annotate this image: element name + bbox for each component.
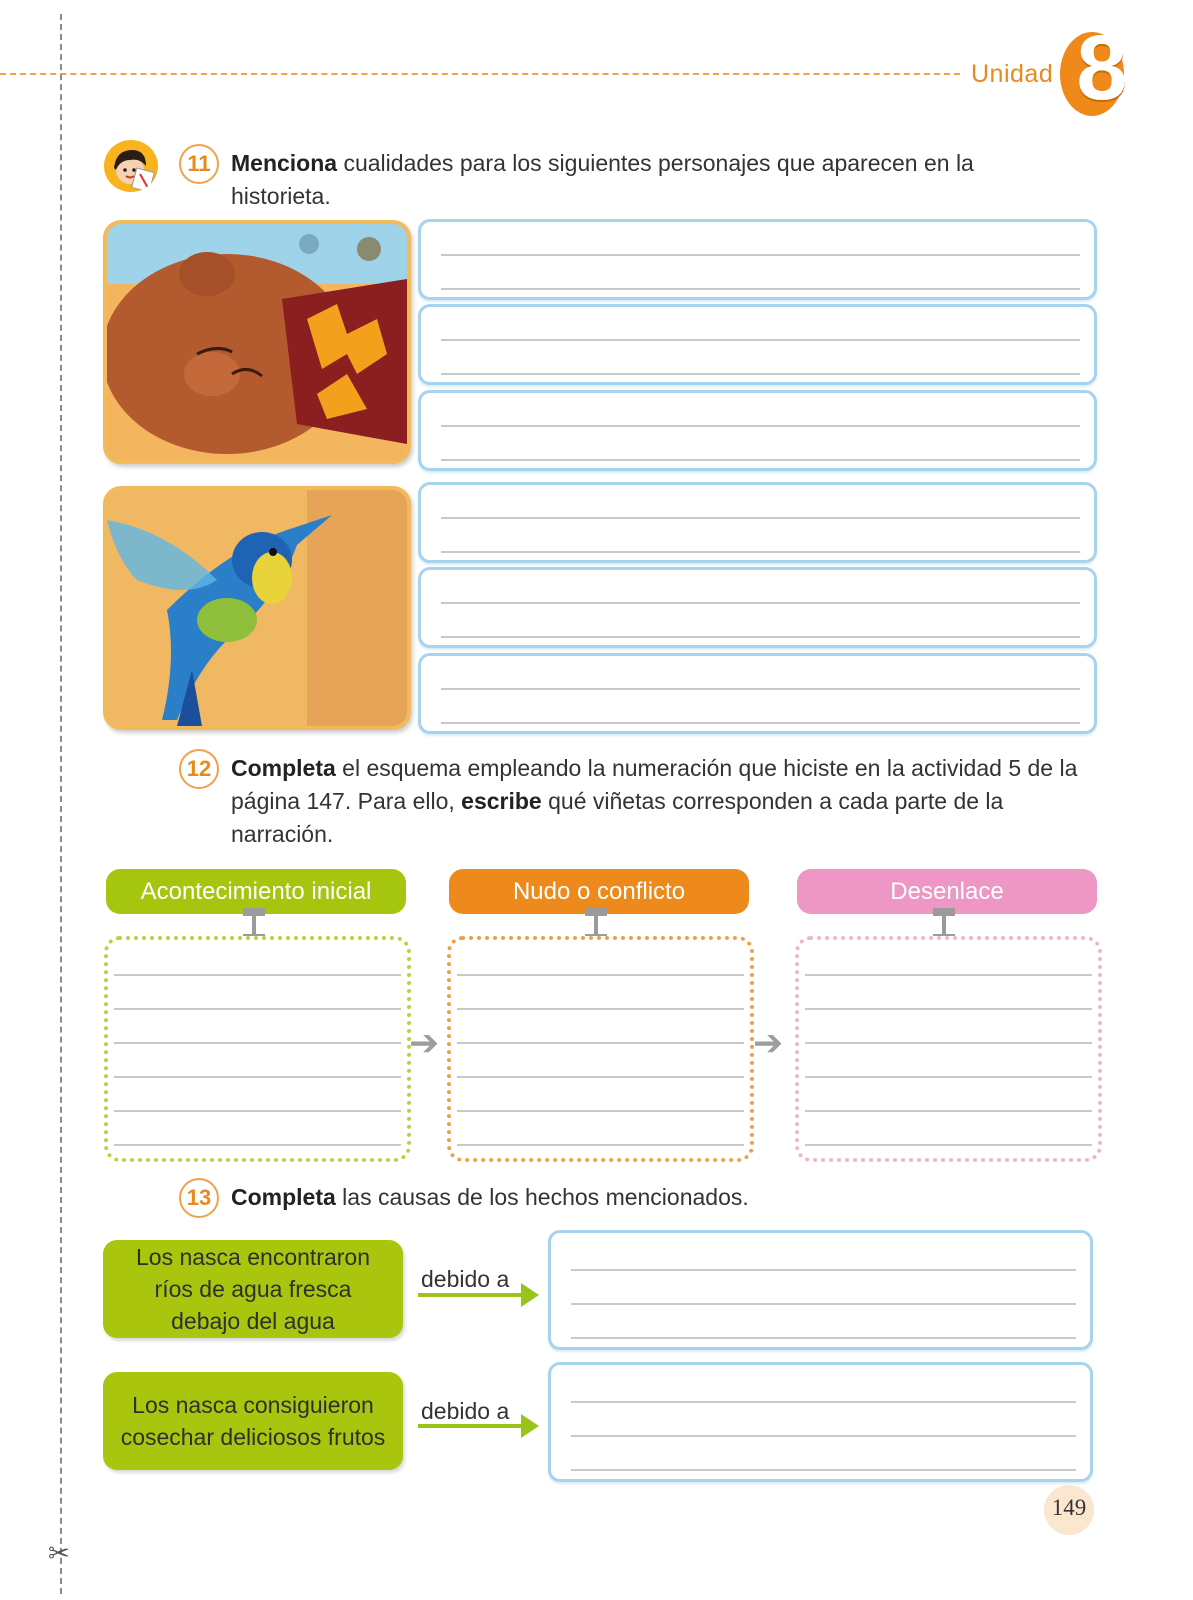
write-line [805, 974, 1092, 976]
student-writing-icon [104, 140, 158, 192]
write-line [441, 425, 1080, 427]
unit-number: 8 [1076, 17, 1128, 119]
cause-fact-2-text: Los nasca consiguieron cosechar deliciosos frutos [120, 1392, 386, 1450]
write-line [441, 551, 1080, 553]
write-box[interactable] [548, 1230, 1093, 1350]
write-line [805, 1110, 1092, 1112]
activity-11-instruction [231, 147, 1051, 213]
cause-fact-1-text: Los nasca encontraron ríos de agua fresca debajo del agua [136, 1244, 370, 1334]
write-line [441, 339, 1080, 341]
write-box[interactable] [418, 482, 1097, 563]
activity-11-number: 11 [179, 144, 219, 184]
write-line [571, 1435, 1076, 1437]
write-line [441, 459, 1080, 461]
write-line [441, 373, 1080, 375]
write-line [457, 974, 744, 976]
activity-11-verb: Menciona [231, 150, 338, 176]
activity-11-text: cualidades para los siguientes personajes que aparecen en la historieta. [231, 150, 974, 209]
cut-line [60, 14, 62, 1594]
scissors-icon: ✂ [48, 1538, 70, 1568]
write-line [114, 1110, 401, 1112]
green-arrow-icon [521, 1283, 539, 1307]
write-line [457, 1144, 744, 1146]
write-line [441, 517, 1080, 519]
page-number: 149 [1051, 1495, 1087, 1520]
write-line [441, 288, 1080, 290]
write-line [457, 1008, 744, 1010]
write-line [441, 602, 1080, 604]
scheme-box-initial-event[interactable] [104, 936, 411, 1162]
green-arrow-icon [521, 1414, 539, 1438]
cause-fact-2 [103, 1372, 403, 1470]
write-line [114, 974, 401, 976]
write-box[interactable] [418, 390, 1097, 471]
write-line [805, 1144, 1092, 1146]
write-line [441, 722, 1080, 724]
scheme-label-ending: Desenlace [797, 869, 1097, 914]
activity-13-number: 13 [179, 1178, 219, 1218]
write-box[interactable] [418, 567, 1097, 648]
activity-13-text: las causas de los hechos mencionados. [335, 1184, 749, 1210]
write-line [805, 1042, 1092, 1044]
scheme-box-conflict[interactable] [447, 936, 754, 1162]
activity-12-text-2: qué viñetas corresponden a cada parte de la narración. [231, 788, 1004, 847]
activity-13-verb: Completa [231, 1184, 336, 1210]
write-line [805, 1008, 1092, 1010]
activity-12-verb: Completa [231, 755, 336, 781]
write-box[interactable] [418, 653, 1097, 734]
connector-label: debido a [421, 1266, 510, 1292]
write-line [114, 1144, 401, 1146]
write-line [441, 688, 1080, 690]
header-dashed-line [0, 73, 960, 75]
write-line [571, 1269, 1076, 1271]
character-illustration-1 [103, 220, 411, 464]
activity-12-instruction [231, 752, 1101, 851]
unit-label: Unidad [971, 60, 1054, 88]
write-box[interactable] [548, 1362, 1093, 1482]
arrow-right-icon: ➔ [753, 1022, 784, 1063]
write-line [571, 1303, 1076, 1305]
arrow-right-icon: ➔ [409, 1022, 440, 1063]
activity-12-number: 12 [179, 749, 219, 789]
cause-fact-1 [103, 1240, 403, 1338]
scheme-box-ending[interactable] [795, 936, 1102, 1162]
write-line [571, 1401, 1076, 1403]
write-line [114, 1042, 401, 1044]
connector-label: debido a [421, 1398, 510, 1424]
write-box[interactable] [418, 304, 1097, 385]
write-line [571, 1337, 1076, 1339]
write-line [457, 1110, 744, 1112]
write-line [114, 1008, 401, 1010]
write-box[interactable] [418, 219, 1097, 300]
green-arrow-shaft [418, 1293, 522, 1297]
activity-12-text-1: el esquema empleando la numeración que hiciste en la actividad 5 de la página 147. Para ello, [231, 755, 1078, 814]
activity-13-instruction [231, 1181, 1051, 1214]
scheme-label-initial-event: Acontecimiento inicial [106, 869, 406, 914]
write-line [571, 1469, 1076, 1471]
hummingbird-illustration [103, 486, 411, 730]
write-line [441, 636, 1080, 638]
write-line [805, 1076, 1092, 1078]
scheme-label-conflict: Nudo o conflicto [449, 869, 749, 914]
activity-12-verb-2: escribe [461, 788, 542, 814]
write-line [457, 1042, 744, 1044]
write-line [441, 254, 1080, 256]
green-arrow-shaft [418, 1424, 522, 1428]
write-line [114, 1076, 401, 1078]
write-line [457, 1076, 744, 1078]
